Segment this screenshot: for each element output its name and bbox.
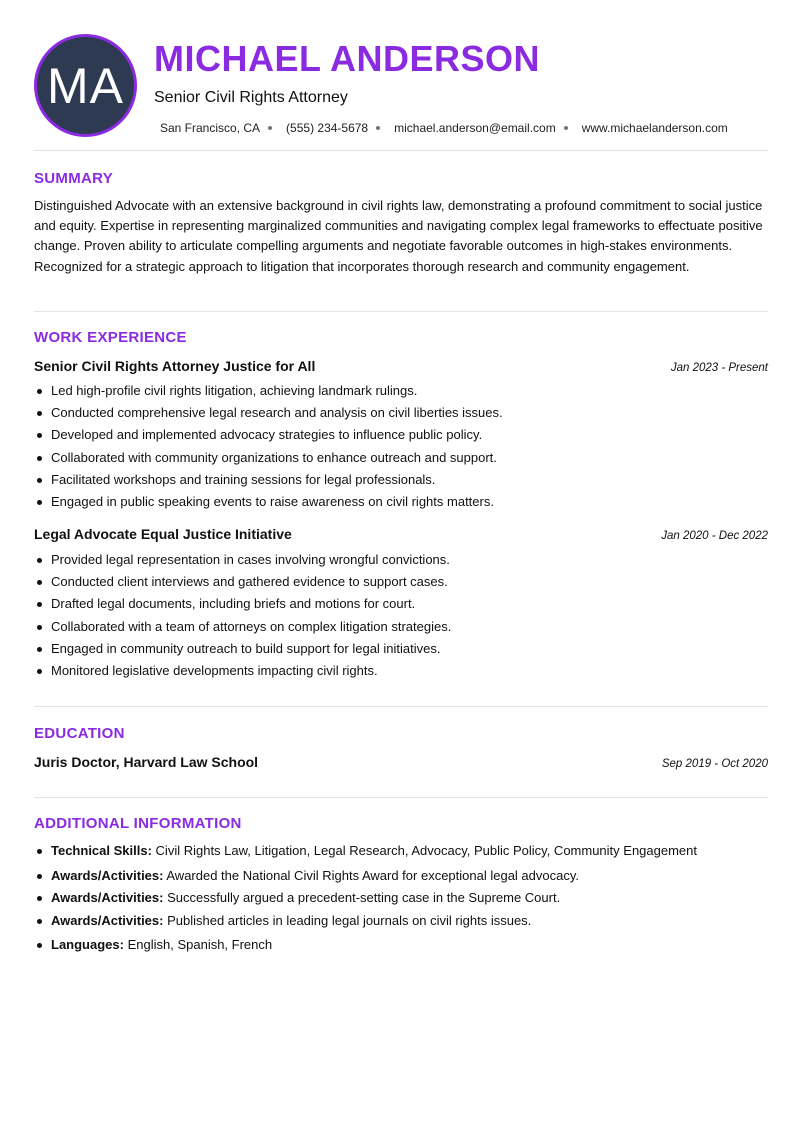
list-item — [34, 934, 768, 957]
list-item — [34, 910, 768, 933]
job-header — [34, 526, 768, 542]
education-entry — [34, 754, 768, 770]
list-item: Provided legal representation in cases involving wrongful convictions. — [34, 549, 768, 571]
info-text: English, Spanish, French — [127, 937, 273, 952]
candidate-name: MICHAEL ANDERSON — [154, 38, 541, 79]
contact-info — [160, 121, 728, 135]
summary-heading: SUMMARY — [34, 170, 114, 187]
list-item — [34, 865, 768, 888]
job-bullets — [34, 549, 768, 682]
job-role: Legal Advocate Equal Justice Initiative — [34, 526, 292, 542]
info-label: Awards/Activities: — [51, 912, 164, 928]
list-item: Engaged in public speaking events to raise awareness on civil rights matters. — [34, 491, 768, 513]
job-dates: Jan 2023 - Present — [670, 362, 768, 374]
education-degree: Juris Doctor, Harvard Law School — [34, 754, 259, 770]
list-item: Collaborated with community organizations to enhance outreach and support. — [34, 447, 768, 469]
list-item: Facilitated workshops and training sessions for legal professionals. — [34, 469, 768, 491]
contact-phone: (555) 234-5678 — [286, 121, 369, 135]
info-label: Awards/Activities: — [51, 867, 164, 883]
section-divider — [34, 311, 768, 312]
list-item: Conducted comprehensive legal research and analysis on civil liberties issues. — [34, 402, 768, 424]
list-item: Collaborated with a team of attorneys on complex litigation strategies. — [34, 616, 768, 638]
info-text: Civil Rights Law, Litigation, Legal Research, Advocacy, Public Policy, Community Engagement — [155, 843, 697, 858]
list-item: Led high-profile civil rights litigation, achieving landmark rulings. — [34, 380, 768, 402]
job-header — [34, 358, 768, 374]
summary-text: Distinguished Advocate with an extensive background in civil rights law, demonstrating a profound commitment to social justice and equity. Expertise in representing marginalized communities and navigating complex legal frameworks to effectuate positive change. Proven ability to articulate compelling arguments and negotiate favorable outcomes in high-stakes environments. Recognized for a strategic approach to litigation that incorporates thorough research and community engagement. — [34, 198, 763, 274]
contact-email[interactable]: michael.anderson@email.com — [394, 121, 556, 135]
job-bullets — [34, 380, 768, 513]
bullet-separator — [564, 126, 568, 130]
list-item: Engaged in community outreach to build support for legal initiatives. — [34, 638, 768, 660]
work-experience-heading: WORK EXPERIENCE — [34, 329, 187, 346]
list-item: Developed and implemented advocacy strategies to influence public policy. — [34, 424, 768, 446]
candidate-title: Senior Civil Rights Attorney — [154, 89, 348, 106]
list-item — [34, 840, 768, 863]
info-text: Published articles in leading legal journals on civil rights issues. — [167, 912, 532, 928]
list-item: Drafted legal documents, including briefs and motions for court. — [34, 593, 768, 615]
avatar-initials: MA — [47, 57, 124, 114]
job-role: Senior Civil Rights Attorney Justice for All — [34, 358, 316, 374]
list-item: Conducted client interviews and gathered evidence to support cases. — [34, 571, 768, 593]
section-divider — [34, 150, 768, 151]
additional-info-list — [34, 840, 768, 957]
education-dates: Sep 2019 - Oct 2020 — [661, 758, 768, 770]
contact-location: San Francisco, CA — [160, 121, 261, 135]
additional-info-heading: ADDITIONAL INFORMATION — [34, 815, 242, 832]
info-text: Awarded the National Civil Rights Award for exceptional legal advocacy. — [166, 867, 579, 883]
resume-header — [34, 34, 768, 138]
info-text: Successfully argued a precedent-setting case in the Supreme Court. — [167, 890, 561, 905]
avatar — [34, 34, 137, 137]
contact-website[interactable]: www.michaelanderson.com — [581, 121, 728, 135]
info-label: Awards/Activities: — [51, 890, 164, 905]
section-divider — [34, 797, 768, 798]
education-heading: EDUCATION — [34, 725, 125, 742]
list-item: Monitored legislative developments impacting civil rights. — [34, 660, 768, 682]
info-label: Technical Skills: — [51, 843, 152, 858]
bullet-separator — [376, 126, 380, 130]
job-dates: Jan 2020 - Dec 2022 — [661, 530, 768, 542]
section-divider — [34, 706, 768, 707]
list-item — [34, 887, 768, 910]
bullet-separator — [268, 126, 272, 130]
info-label: Languages: — [51, 937, 124, 952]
